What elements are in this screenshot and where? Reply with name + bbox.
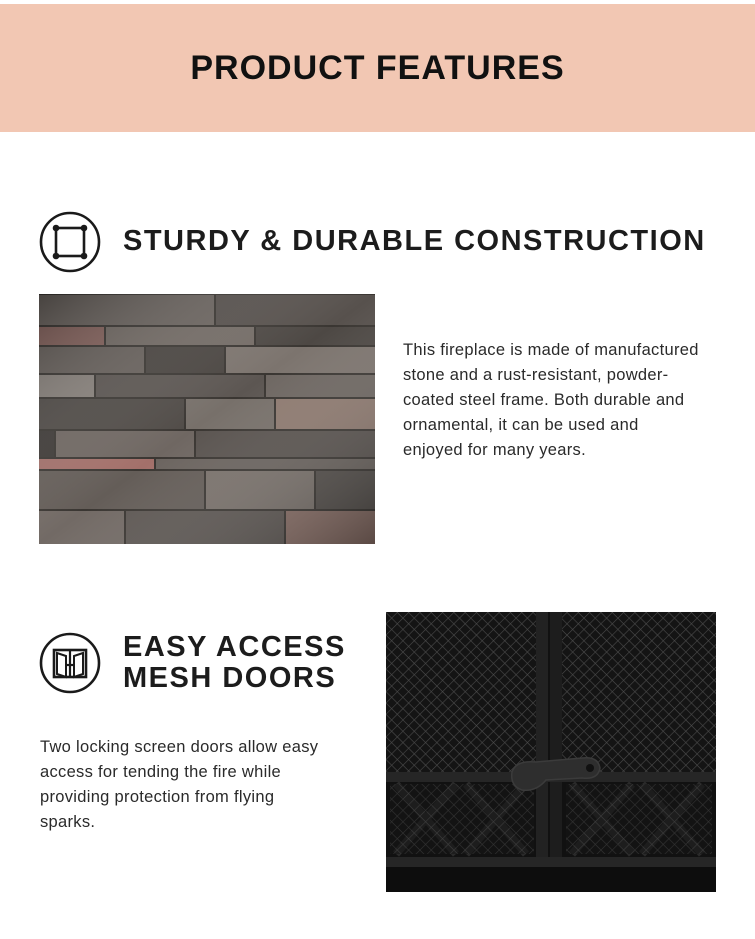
feature-heading-construction: STURDY & DURABLE CONSTRUCTION bbox=[123, 225, 706, 257]
feature-heading-mesh-doors: EASY ACCESS MESH DOORS bbox=[123, 631, 346, 694]
frame-icon bbox=[39, 211, 101, 273]
mesh-door-icon bbox=[39, 632, 101, 694]
header-banner bbox=[0, 4, 755, 132]
feature-description-mesh-doors: Two locking screen doors allow easy access for tending the fire while providing protection from flying sparks. bbox=[40, 738, 319, 831]
mesh-door-photo bbox=[386, 612, 716, 892]
feature-description-construction: This fireplace is made of manufactured stone and a rust-resistant, powder-coated steel frame. Both durable and ornamental, it can be used and enjoyed for many years. bbox=[403, 341, 699, 459]
page-title: PRODUCT FEATURES bbox=[190, 48, 565, 87]
stone-wall-photo bbox=[39, 294, 375, 544]
